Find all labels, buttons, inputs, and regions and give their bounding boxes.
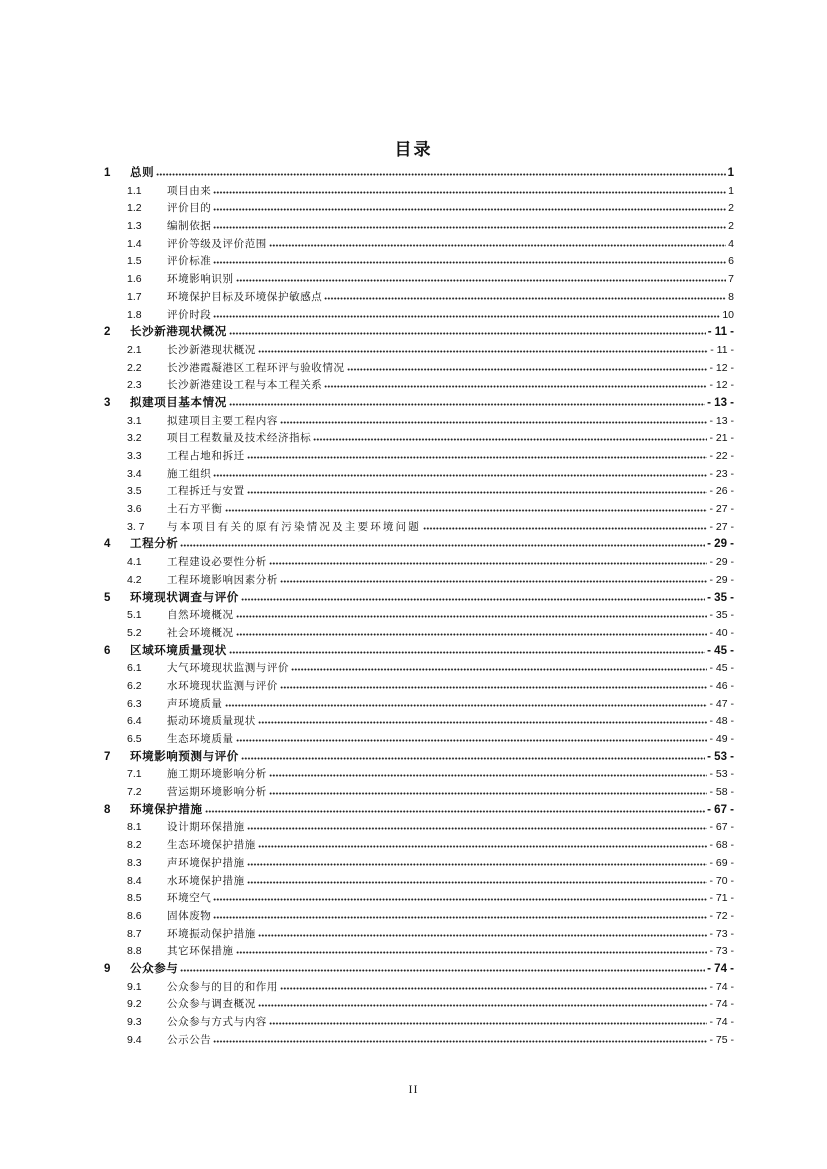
toc-entry-page: - 13 - xyxy=(707,396,734,409)
toc-entry-title: 土石方平衡 xyxy=(167,503,223,516)
toc-entry xyxy=(104,873,734,891)
toc-entry-page: 8 xyxy=(728,290,734,303)
toc-entry-page: - 29 - xyxy=(707,538,734,551)
toc-entry-number: 1.8 xyxy=(127,308,142,321)
toc-entry-number: 9.2 xyxy=(127,998,142,1011)
toc-entry-number: 3. 7 xyxy=(127,520,145,533)
toc-entry-number: 8.7 xyxy=(127,927,142,940)
toc-entry-page: - 72 - xyxy=(709,909,734,922)
toc-entry xyxy=(104,572,734,590)
toc-entry-page: - 53 - xyxy=(707,750,734,763)
toc-entry-title: 工程建设必要性分析 xyxy=(167,556,267,569)
toc-dot-leader xyxy=(213,191,726,194)
toc-entry xyxy=(104,377,734,395)
toc-dot-leader xyxy=(236,633,708,636)
toc-entry-number: 9.1 xyxy=(127,980,142,993)
toc-entry-page: - 67 - xyxy=(709,821,734,834)
toc-entry-title: 大气环境现状监测与评价 xyxy=(167,662,290,675)
toc-dot-leader xyxy=(247,456,708,459)
toc-entry-title: 声环境质量 xyxy=(167,697,223,710)
toc-entry xyxy=(104,395,734,413)
toc-entry xyxy=(104,430,734,448)
toc-entry-title: 环境现状调查与评价 xyxy=(130,591,239,604)
toc-entry-title: 长沙新港现状概况 xyxy=(130,326,227,339)
toc-entry-number: 3.3 xyxy=(127,450,142,462)
toc-dot-leader xyxy=(213,315,720,318)
toc-entry-number: 4 xyxy=(104,538,111,551)
toc-dot-leader xyxy=(156,173,725,176)
toc-entry xyxy=(104,890,734,908)
toc-entry-page: - 47 - xyxy=(709,697,734,710)
toc-entry-title: 环境保护措施 xyxy=(130,803,203,816)
toc-entry-number: 2 xyxy=(104,326,111,339)
toc-dot-leader xyxy=(280,987,707,990)
toc-entry xyxy=(104,271,734,289)
toc-dot-leader xyxy=(324,297,726,300)
toc-entry xyxy=(104,200,734,218)
toc-entry xyxy=(104,1032,734,1050)
toc-dot-leader xyxy=(258,1004,708,1007)
toc-entry-title: 总则 xyxy=(130,167,155,179)
toc-entry-page: - 74 - xyxy=(707,962,734,975)
toc-entry-page: - 12 - xyxy=(709,379,734,392)
toc-entry xyxy=(104,519,734,537)
toc-entry-title: 评价等级及评价范围 xyxy=(167,237,267,250)
toc-entry xyxy=(104,979,734,997)
toc-entry xyxy=(104,590,734,608)
toc-entry-title: 长沙新港建设工程与本工程关系 xyxy=(167,379,323,392)
toc-entry-title: 施工组织 xyxy=(167,467,212,480)
toc-entry-page: 2 xyxy=(728,202,734,215)
toc-entry-number: 6.2 xyxy=(127,679,142,692)
toc-entry-title: 声环境保护措施 xyxy=(167,856,245,869)
toc-entry-page: - 11 - xyxy=(707,326,734,339)
toc-dot-leader xyxy=(324,385,707,388)
toc-entry-title: 环境振动保护措施 xyxy=(167,927,256,940)
toc-entry-title: 环境空气 xyxy=(167,892,212,905)
toc-entry-number: 3.1 xyxy=(127,414,142,427)
toc-entry xyxy=(104,466,734,484)
toc-entry-page: 1 xyxy=(728,184,734,197)
toc-entry xyxy=(104,625,734,643)
toc-dot-leader xyxy=(258,721,708,724)
toc-entry xyxy=(104,908,734,926)
toc-entry-number: 1.6 xyxy=(127,273,142,286)
toc-entry-page: 2 xyxy=(728,220,734,233)
toc-entry xyxy=(104,819,734,837)
toc-entry xyxy=(104,360,734,378)
toc-entry-title: 营运期环境影响分析 xyxy=(167,786,267,799)
toc-entry-number: 6.4 xyxy=(127,715,142,728)
toc-entry-number: 6.3 xyxy=(127,697,142,710)
toc-dot-leader xyxy=(213,898,707,901)
toc-dot-leader xyxy=(423,527,707,530)
toc-entry-page: - 45 - xyxy=(709,662,734,675)
toc-entry-title: 振动环境质量现状 xyxy=(167,715,256,728)
toc-entry xyxy=(104,218,734,236)
toc-entry-title: 评价时段 xyxy=(167,308,212,321)
toc-dot-leader xyxy=(213,916,707,919)
toc-entry-title: 环境影响预测与评价 xyxy=(130,750,239,763)
toc-entry-number: 1.1 xyxy=(127,184,142,197)
toc-entry xyxy=(104,554,734,572)
toc-entry-title: 环境影响识别 xyxy=(167,273,234,286)
toc-dot-leader xyxy=(225,704,708,707)
toc-entry-title: 设计期环保措施 xyxy=(167,821,245,834)
toc-dot-leader xyxy=(225,509,708,512)
toc-entry-number: 1.7 xyxy=(127,290,142,303)
toc-dot-leader xyxy=(180,544,705,547)
toc-entry-title: 公示公告 xyxy=(167,1033,212,1046)
toc-entry xyxy=(104,996,734,1014)
toc-entry-title: 社会环境概况 xyxy=(167,626,234,639)
toc-entry-number: 9 xyxy=(104,962,111,975)
toc-entry-title: 工程分析 xyxy=(130,538,179,551)
toc-entry-title: 工程占地和拆迁 xyxy=(167,450,245,462)
toc-entry xyxy=(104,678,734,696)
toc-entry-number: 8 xyxy=(104,803,111,816)
toc-entry xyxy=(104,837,734,855)
toc-dot-leader xyxy=(213,226,726,229)
toc-entry xyxy=(104,607,734,625)
toc-entry xyxy=(104,802,734,820)
toc-entry-page: - 40 - xyxy=(709,626,734,639)
toc-entry-page: - 71 - xyxy=(709,892,734,905)
toc-entry-page: - 58 - xyxy=(709,786,734,799)
toc-entry-title: 长沙港霞凝港区工程环评与验收情况 xyxy=(167,361,345,374)
toc-dot-leader xyxy=(247,863,708,866)
toc-entry-page: - 22 - xyxy=(709,450,734,462)
toc-entry-number: 2.2 xyxy=(127,361,142,374)
toc-dot-leader xyxy=(247,827,708,830)
toc-entry xyxy=(104,165,734,183)
toc-entry-number: 9.3 xyxy=(127,1016,142,1028)
toc-entry xyxy=(104,253,734,271)
page-title: 目录 xyxy=(394,140,433,159)
toc-entry xyxy=(104,448,734,466)
toc-entry xyxy=(104,749,734,767)
toc-entry-number: 8.6 xyxy=(127,909,142,922)
toc-dot-leader xyxy=(280,686,707,689)
toc-entry-title: 施工期环境影响分析 xyxy=(167,768,267,781)
toc-dot-leader xyxy=(241,757,705,760)
toc-entry xyxy=(104,307,734,325)
toc-entry-page: - 74 - xyxy=(709,1016,734,1028)
toc-entry-number: 5 xyxy=(104,591,111,604)
toc-dot-leader xyxy=(347,368,708,371)
toc-dot-leader xyxy=(269,792,708,795)
toc-entry-number: 6.1 xyxy=(127,662,142,675)
toc-entry-number: 8.4 xyxy=(127,874,142,887)
toc-entry-title: 水环境保护措施 xyxy=(167,874,245,887)
toc-dot-leader xyxy=(280,421,707,424)
toc-entry-page: - 74 - xyxy=(709,998,734,1011)
toc-entry-page: - 27 - xyxy=(709,503,734,516)
toc-entry xyxy=(104,696,734,714)
toc-entry xyxy=(104,855,734,873)
toc-entry-page: - 73 - xyxy=(709,945,734,958)
toc-entry-number: 6 xyxy=(104,644,111,657)
toc-entry-number: 7.1 xyxy=(127,768,142,781)
toc-entry-title: 公众参与 xyxy=(130,962,179,975)
toc-entry-number: 7.2 xyxy=(127,786,142,799)
toc-dot-leader xyxy=(236,279,727,282)
toc-entry-number: 1.4 xyxy=(127,237,142,250)
toc-entry xyxy=(104,183,734,201)
toc-entry-title: 工程拆迁与安置 xyxy=(167,485,245,498)
toc-entry-title: 固体废物 xyxy=(167,909,212,922)
toc-dot-leader xyxy=(247,881,708,884)
toc-entry xyxy=(104,413,734,431)
toc-entry xyxy=(104,342,734,360)
toc-entry xyxy=(104,324,734,342)
toc-entry-page: - 35 - xyxy=(707,591,734,604)
toc-entry-title: 区域环境质量现状 xyxy=(130,644,227,657)
toc-entry-title: 生态环境保护措施 xyxy=(167,839,256,852)
toc-entry-title: 水环境现状监测与评价 xyxy=(167,679,278,692)
toc-dot-leader xyxy=(241,598,705,601)
toc-entry xyxy=(104,943,734,961)
toc-entry xyxy=(104,289,734,307)
toc-dot-leader xyxy=(258,350,708,353)
toc-entry-title: 项目由来 xyxy=(167,184,212,197)
toc-entry-number: 5.2 xyxy=(127,626,142,639)
toc-list xyxy=(104,165,734,1049)
toc-dot-leader xyxy=(236,615,708,618)
toc-entry-title: 公众参与调查概况 xyxy=(167,998,256,1011)
toc-entry xyxy=(104,713,734,731)
toc-entry-title: 编制依据 xyxy=(167,220,212,233)
toc-entry-page: - 26 - xyxy=(709,485,734,498)
toc-entry xyxy=(104,784,734,802)
toc-entry-title: 与本项目有关的原有污染情况及主要环境问题 xyxy=(167,520,421,533)
toc-entry-number: 1.2 xyxy=(127,202,142,215)
toc-entry-number: 9.4 xyxy=(127,1033,142,1046)
toc-entry-number: 3.4 xyxy=(127,467,142,480)
toc-entry-number: 2.1 xyxy=(127,343,142,356)
toc-dot-leader xyxy=(258,934,708,937)
toc-dot-leader xyxy=(229,332,706,335)
toc-entry-title: 自然环境概况 xyxy=(167,609,234,622)
toc-entry xyxy=(104,643,734,661)
toc-entry-title: 公众参与的目的和作用 xyxy=(167,980,278,993)
toc-entry-title: 生态环境质量 xyxy=(167,733,234,745)
toc-dot-leader xyxy=(213,261,726,264)
toc-entry-page: - 69 - xyxy=(709,856,734,869)
toc-entry xyxy=(104,483,734,501)
toc-entry-number: 3 xyxy=(104,396,111,409)
toc-entry xyxy=(104,731,734,749)
toc-entry-page: - 49 - xyxy=(709,733,734,745)
toc-dot-leader xyxy=(213,208,726,211)
toc-entry-page: - 27 - xyxy=(709,520,734,533)
toc-entry-page: - 13 - xyxy=(709,414,734,427)
toc-entry-title: 评价标准 xyxy=(167,255,212,268)
toc-entry-page: - 46 - xyxy=(709,679,734,692)
toc-entry xyxy=(104,1014,734,1032)
toc-entry-page: 10 xyxy=(722,308,734,321)
toc-entry-number: 3.2 xyxy=(127,432,142,445)
page-number-footer: II xyxy=(408,1082,419,1096)
toc-entry-number: 8.2 xyxy=(127,839,142,852)
toc-entry-number: 7 xyxy=(104,750,111,763)
toc-dot-leader xyxy=(269,1022,708,1025)
toc-entry-page: - 23 - xyxy=(709,467,734,480)
toc-dot-leader xyxy=(313,438,707,441)
toc-entry-title: 环境保护目标及环境保护敏感点 xyxy=(167,290,323,303)
toc-dot-leader xyxy=(269,562,708,565)
toc-entry xyxy=(104,766,734,784)
toc-entry-number: 3.6 xyxy=(127,503,142,516)
toc-entry-page: - 67 - xyxy=(707,803,734,816)
toc-entry-number: 1.3 xyxy=(127,220,142,233)
toc-entry-page: 7 xyxy=(728,273,734,286)
toc-entry xyxy=(104,536,734,554)
toc-entry-number: 4.1 xyxy=(127,556,142,569)
toc-entry-page: - 12 - xyxy=(709,361,734,374)
toc-entry-page: - 35 - xyxy=(709,609,734,622)
toc-dot-leader xyxy=(236,739,708,742)
toc-dot-leader xyxy=(291,668,707,671)
toc-entry xyxy=(104,660,734,678)
toc-entry xyxy=(104,501,734,519)
toc-entry-title: 拟建项目主要工程内容 xyxy=(167,414,278,427)
toc-entry-number: 2.3 xyxy=(127,379,142,392)
toc-entry xyxy=(104,961,734,979)
toc-dot-leader xyxy=(247,491,708,494)
toc-dot-leader xyxy=(205,810,706,813)
toc-entry-number: 8.3 xyxy=(127,856,142,869)
toc-entry-page: - 75 - xyxy=(709,1033,734,1046)
toc-dot-leader xyxy=(269,774,708,777)
toc-entry-page: - 48 - xyxy=(709,715,734,728)
toc-entry-title: 项目工程数量及技术经济指标 xyxy=(167,432,312,445)
toc-entry-page: - 74 - xyxy=(709,980,734,993)
toc-dot-leader xyxy=(180,969,705,972)
toc-entry xyxy=(104,236,734,254)
toc-entry-number: 5.1 xyxy=(127,609,142,622)
toc-entry-page: - 29 - xyxy=(709,556,734,569)
toc-entry-page: - 11 - xyxy=(710,343,734,356)
toc-entry-page: 4 xyxy=(728,237,734,250)
toc-entry-number: 6.5 xyxy=(127,733,142,745)
toc-dot-leader xyxy=(269,244,726,247)
toc-entry-number: 8.5 xyxy=(127,892,142,905)
toc-entry-page: - 73 - xyxy=(709,927,734,940)
toc-dot-leader xyxy=(236,951,708,954)
toc-entry-page: 6 xyxy=(728,255,734,268)
toc-entry-number: 1.5 xyxy=(127,255,142,268)
toc-entry-title: 公众参与方式与内容 xyxy=(167,1016,267,1028)
toc-entry-page: - 70 - xyxy=(709,874,734,887)
toc-entry-page: - 53 - xyxy=(709,768,734,781)
toc-dot-leader xyxy=(258,845,708,848)
toc-entry-page: - 21 - xyxy=(709,432,734,445)
toc-entry-title: 其它环保措施 xyxy=(167,945,234,958)
toc-entry xyxy=(104,926,734,944)
toc-entry-number: 4.2 xyxy=(127,573,142,586)
toc-dot-leader xyxy=(213,1040,707,1043)
toc-entry-title: 长沙新港现状概况 xyxy=(167,343,256,356)
toc-dot-leader xyxy=(229,403,705,406)
toc-entry-number: 8.8 xyxy=(127,945,142,958)
toc-dot-leader xyxy=(280,580,707,583)
toc-entry-page: - 45 - xyxy=(707,644,734,657)
toc-entry-title: 拟建项目基本情况 xyxy=(130,396,227,409)
toc-entry-page: - 29 - xyxy=(709,573,734,586)
toc-entry-title: 工程环境影响因素分析 xyxy=(167,573,278,586)
toc-dot-leader xyxy=(229,651,705,654)
toc-entry-page: 1 xyxy=(727,167,734,179)
toc-dot-leader xyxy=(213,474,707,477)
toc-entry-number: 3.5 xyxy=(127,485,142,498)
toc-entry-number: 8.1 xyxy=(127,821,142,834)
toc-entry-number: 1 xyxy=(104,167,111,179)
toc-entry-title: 评价目的 xyxy=(167,202,212,215)
toc-entry-page: - 68 - xyxy=(709,839,734,852)
